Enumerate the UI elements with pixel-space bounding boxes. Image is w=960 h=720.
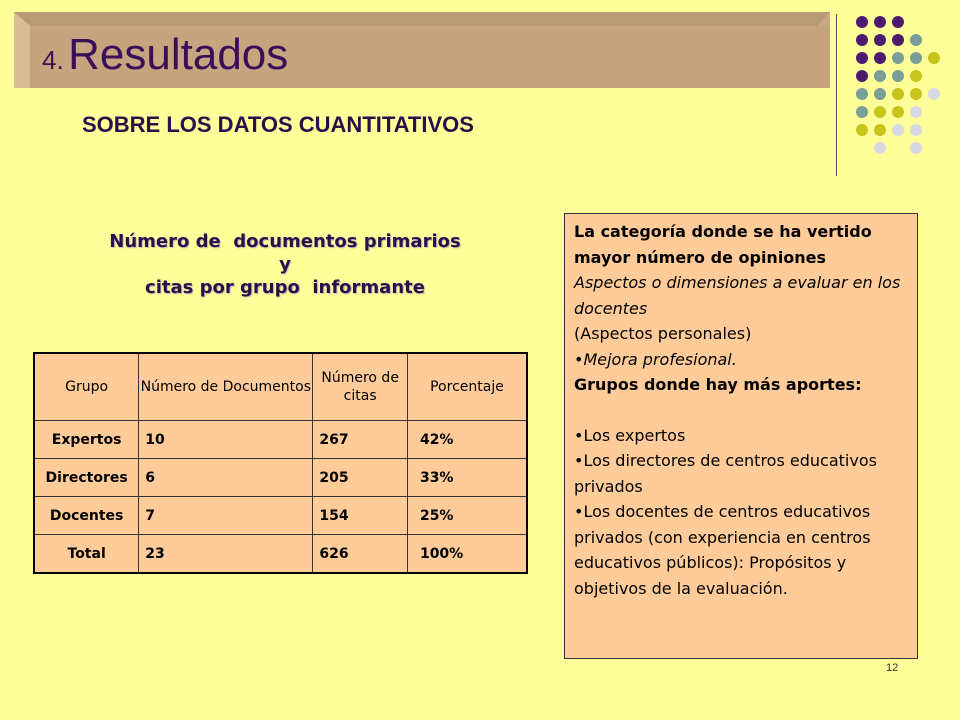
decorative-dot [874, 16, 886, 28]
slide-subtitle: SOBRE LOS DATOS CUANTITATIVOS [82, 112, 474, 137]
table-cell: 626 [313, 535, 408, 574]
table-cell: 6 [139, 459, 313, 497]
decorative-dot [910, 34, 922, 46]
decorative-dot [856, 124, 868, 136]
table-cell: 42% [407, 421, 527, 459]
decorative-dot-grid [854, 14, 954, 154]
decorative-dot [892, 34, 904, 46]
table-row [34, 497, 527, 535]
table-cell: Directores [34, 459, 139, 497]
info-bullet: •Mejora profesional. [574, 349, 737, 369]
table-header-cell: Porcentaje [407, 353, 527, 421]
decorative-dot [910, 88, 922, 100]
info-category-detail: (Aspectos personales) [574, 324, 752, 343]
decorative-dot [910, 52, 922, 64]
table-row [34, 421, 527, 459]
table-row [34, 459, 527, 497]
decorative-dot [874, 124, 886, 136]
decorative-dot [910, 70, 922, 82]
decorative-dot [892, 88, 904, 100]
decorative-vertical-line [836, 14, 837, 176]
info-heading-category: La categoría donde se ha vertido mayor número de opiniones [574, 222, 872, 267]
decorative-dot [928, 88, 940, 100]
table-header-cell: Número de Documentos [139, 353, 313, 421]
decorative-dot [928, 52, 940, 64]
table-cell: 100% [407, 535, 527, 574]
table-cell: 10 [139, 421, 313, 459]
slide-title-text: Resultados [68, 30, 289, 79]
title-banner-bevel-top [14, 12, 830, 26]
table-cell: 267 [313, 421, 408, 459]
table-heading-line: Número de documentos primarios [109, 231, 461, 252]
table-cell: 154 [313, 497, 408, 535]
table-cell: Total [34, 535, 139, 574]
decorative-dot [856, 106, 868, 118]
table-heading-line: citas por grupo informante [145, 277, 425, 298]
decorative-dot [892, 52, 904, 64]
decorative-dot [910, 142, 922, 154]
decorative-dot [874, 70, 886, 82]
info-group-item: •Los expertos [574, 425, 686, 445]
table-row-total [34, 535, 527, 574]
decorative-dot [874, 106, 886, 118]
decorative-dot [856, 16, 868, 28]
decorative-dot [874, 142, 886, 154]
decorative-dot [856, 34, 868, 46]
decorative-dot [874, 52, 886, 64]
info-box [564, 213, 918, 659]
table-cell: 25% [407, 497, 527, 535]
info-group-item: •Los docentes de centros educativos privados (con experiencia en centros educativos públicos): Propósitos y objetivos de la evaluación. [574, 502, 871, 598]
page-number: 12 [886, 662, 899, 674]
data-table [33, 352, 528, 574]
decorative-dot [856, 52, 868, 64]
table-heading-line: y [279, 254, 291, 275]
table-cell: Docentes [34, 497, 139, 535]
table-cell: 33% [407, 459, 527, 497]
decorative-dot [892, 124, 904, 136]
decorative-dot [856, 70, 868, 82]
info-spacer [574, 398, 909, 423]
slide-title-number: 4. [42, 45, 64, 75]
info-heading-groups: Grupos donde hay más aportes: [574, 375, 862, 394]
decorative-dot [910, 106, 922, 118]
decorative-dot [874, 34, 886, 46]
decorative-dot [874, 88, 886, 100]
table-header-cell: Número de citas [313, 353, 408, 421]
slide-title [42, 30, 288, 80]
table-header-row [34, 353, 527, 421]
decorative-dot [892, 106, 904, 118]
table-cell: 23 [139, 535, 313, 574]
decorative-dot [910, 124, 922, 136]
table-cell: 205 [313, 459, 408, 497]
table-cell: 7 [139, 497, 313, 535]
decorative-dot [892, 70, 904, 82]
info-category-name: Aspectos o dimensiones a evaluar en los docentes [574, 273, 901, 318]
decorative-dot [892, 16, 904, 28]
decorative-dot [856, 88, 868, 100]
table-header-cell: Grupo [34, 353, 139, 421]
table-heading [60, 230, 510, 299]
info-group-item: •Los directores de centros educativos privados [574, 451, 877, 496]
table-cell: Expertos [34, 421, 139, 459]
